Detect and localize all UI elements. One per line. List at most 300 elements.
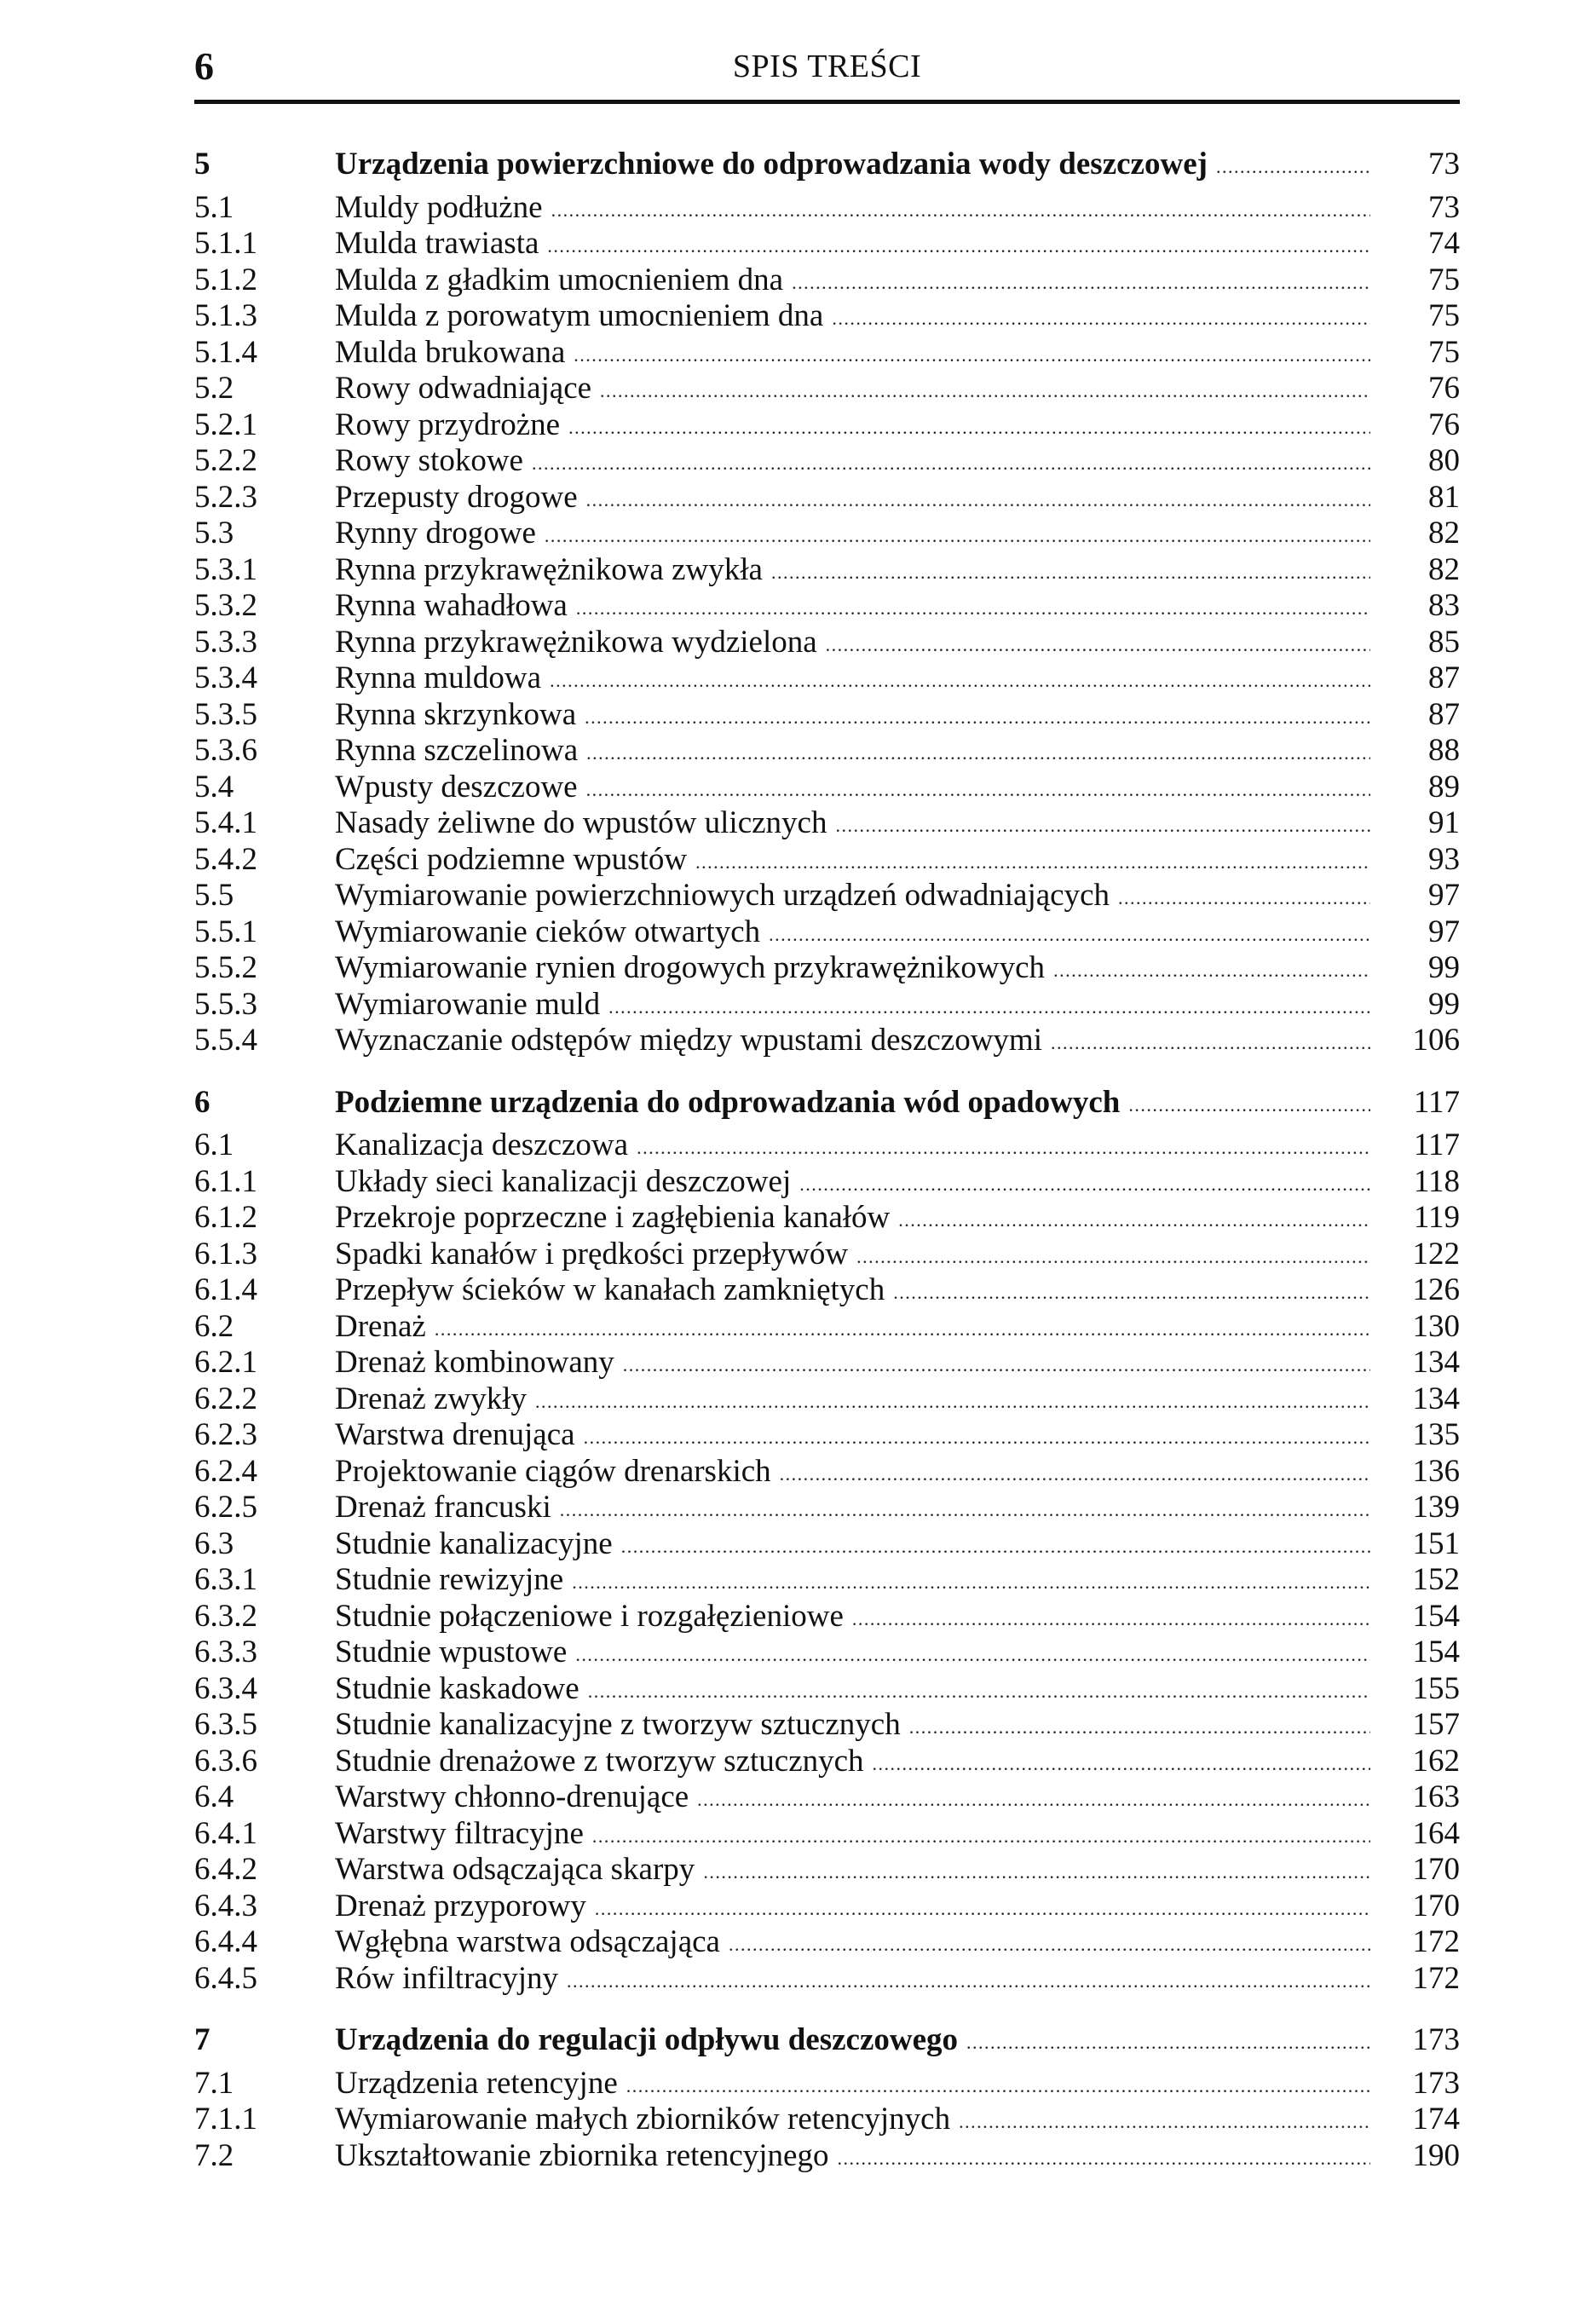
page-number: 6 — [194, 44, 214, 88]
toc-entry[interactable] — [194, 480, 1460, 516]
page-ref: 80 — [1428, 443, 1460, 478]
section-title-wrap — [335, 1272, 1370, 1312]
section-title: Wymiarowanie cieków otwartych — [335, 914, 769, 954]
page-ref: 163 — [1412, 1779, 1460, 1814]
section-title-wrap — [335, 2138, 1370, 2178]
page-ref: 75 — [1428, 334, 1460, 370]
toc-entry[interactable] — [194, 1345, 1460, 1381]
toc-entry[interactable] — [194, 733, 1460, 770]
section-number: 7.1.1 — [194, 2102, 257, 2137]
page-ref: 87 — [1428, 696, 1460, 732]
section-title: Nasady żeliwne do wpustów ulicznych — [335, 805, 835, 845]
section-title-wrap — [335, 190, 1370, 230]
section-title-wrap — [335, 1635, 1370, 1675]
dot-leader — [837, 2138, 1370, 2178]
section-title: Przekroje poprzeczne i zagłębienia kanałów — [335, 1200, 898, 1240]
section-number: 6.4.1 — [194, 1815, 257, 1851]
section-title: Studnie wpustowe — [335, 1635, 575, 1675]
section-title: Rowy odwadniające — [335, 371, 600, 411]
section-number: 5.3.5 — [194, 696, 257, 732]
section-title: Kanalizacja deszczowa — [335, 1127, 637, 1168]
dot-leader — [695, 842, 1370, 882]
toc-entry[interactable] — [194, 1127, 1460, 1164]
page-ref: 73 — [1428, 147, 1460, 182]
toc-entry[interactable] — [194, 443, 1460, 480]
page-ref: 82 — [1428, 516, 1460, 551]
section-number: 5.3 — [194, 516, 234, 551]
page-ref: 97 — [1428, 878, 1460, 913]
page-ref: 81 — [1428, 479, 1460, 515]
toc-entry[interactable] — [194, 987, 1460, 1024]
section-title: Studnie kaskadowe — [335, 1671, 588, 1711]
dot-leader — [585, 697, 1370, 737]
page-ref: 173 — [1412, 2022, 1460, 2057]
section-number: 5.2.2 — [194, 443, 257, 478]
toc-entry[interactable] — [194, 190, 1460, 227]
dot-leader — [799, 1164, 1370, 1204]
section-title-wrap — [335, 1417, 1370, 1457]
page-ref: 87 — [1428, 660, 1460, 695]
section-title-wrap — [335, 1852, 1370, 1892]
page-ref: 154 — [1412, 1635, 1460, 1669]
section-title: Rowy stokowe — [335, 443, 532, 483]
section-number: 5.5.3 — [194, 986, 257, 1022]
section-title-wrap — [335, 1127, 1370, 1168]
section-title: Rów infiltracyjny — [335, 1961, 567, 2001]
section-title-wrap — [335, 1237, 1370, 1277]
dot-leader — [1118, 878, 1370, 918]
dot-leader — [586, 480, 1370, 520]
section-number: 6.1.1 — [194, 1163, 257, 1199]
page-ref: 170 — [1412, 1852, 1460, 1887]
section-title-wrap — [335, 2066, 1370, 2106]
dot-leader — [560, 1490, 1370, 1530]
section-title-wrap — [335, 1599, 1370, 1639]
section-title: Muldy podłużne — [335, 190, 551, 230]
section-title: Mulda trawiasta — [335, 226, 547, 266]
dot-leader — [1051, 1023, 1370, 1063]
section-title: Warstwy chłonno-drenujące — [335, 1779, 697, 1819]
section-number: 6.4.2 — [194, 1852, 257, 1887]
page-ref: 136 — [1412, 1453, 1460, 1489]
section-title-wrap — [335, 1023, 1370, 1063]
toc-entry[interactable] — [194, 2102, 1460, 2138]
section-title: Części podziemne wpustów — [335, 842, 695, 882]
section-number: 5.3.2 — [194, 588, 257, 623]
page-ref: 173 — [1412, 2065, 1460, 2101]
page-ref: 85 — [1428, 624, 1460, 660]
dot-leader — [588, 1671, 1370, 1711]
section-number: 6.2.5 — [194, 1490, 257, 1525]
page-ref: 73 — [1428, 189, 1460, 225]
toc-entry[interactable] — [194, 914, 1460, 951]
dot-leader — [898, 1200, 1370, 1240]
toc-entry[interactable] — [194, 262, 1460, 299]
section-title-wrap — [335, 1345, 1370, 1385]
toc-entry[interactable] — [194, 2066, 1460, 2102]
section-title-wrap — [335, 552, 1370, 592]
section-title: Drenaż przyporowy — [335, 1889, 595, 1929]
dot-leader — [567, 1961, 1370, 2001]
section-title: Drenaż — [335, 1309, 435, 1349]
section-title-wrap — [335, 950, 1370, 990]
page-ref: 155 — [1412, 1670, 1460, 1706]
section-number: 5.5.2 — [194, 950, 257, 985]
toc-entry[interactable] — [194, 1599, 1460, 1635]
page-ref: 157 — [1412, 1707, 1460, 1742]
section-number: 6.3.1 — [194, 1562, 257, 1597]
dot-leader — [535, 1381, 1370, 1422]
section-number: 5.4.2 — [194, 841, 257, 877]
dot-leader — [592, 1816, 1370, 1856]
page-ref: 122 — [1412, 1236, 1460, 1272]
toc-entry[interactable] — [194, 1164, 1460, 1201]
section-number: 5.5.1 — [194, 914, 257, 949]
toc-entry[interactable] — [194, 1272, 1460, 1309]
page-ref: 164 — [1412, 1815, 1460, 1851]
section-title-wrap — [335, 262, 1370, 303]
section-number: 5.1.4 — [194, 334, 257, 370]
section-number: 6.4 — [194, 1779, 234, 1814]
section-title-wrap — [335, 147, 1370, 187]
section-title: Wymiarowanie rynien drogowych przykrawężnikowych — [335, 950, 1053, 990]
toc-entry[interactable] — [194, 660, 1460, 697]
section-title: Rynna wahadłowa — [335, 588, 576, 628]
toc-entry[interactable] — [194, 625, 1460, 661]
dot-leader — [572, 1562, 1370, 1602]
page-ref: 190 — [1412, 2137, 1460, 2173]
header-rule — [194, 100, 1460, 104]
toc-chapter-entry[interactable] — [194, 1085, 1460, 1122]
section-number: 6.3.2 — [194, 1598, 257, 1634]
section-title: Rynna przykrawężnikowa wydzielona — [335, 625, 826, 665]
toc-entry[interactable] — [194, 1961, 1460, 1998]
page-ref: 117 — [1413, 1127, 1460, 1162]
section-number: 7.2 — [194, 2137, 234, 2173]
toc-entry[interactable] — [194, 1889, 1460, 1925]
toc-entry[interactable] — [194, 1023, 1460, 1059]
section-title-wrap — [335, 1164, 1370, 1204]
section-title: Studnie kanalizacyjne z tworzyw sztucznych — [335, 1707, 909, 1747]
dot-leader — [576, 588, 1370, 628]
section-title: Przepływ ścieków w kanałach zamkniętych — [335, 1272, 893, 1312]
section-number: 6.3.3 — [194, 1635, 257, 1669]
section-number: 6.2.3 — [194, 1417, 257, 1452]
page-ref: 172 — [1412, 1960, 1460, 1996]
section-title-wrap — [335, 1085, 1370, 1125]
toc-entry[interactable] — [194, 1562, 1460, 1599]
page-ref: 82 — [1428, 551, 1460, 587]
section-number: 5.1.1 — [194, 226, 257, 261]
toc-entry[interactable] — [194, 1200, 1460, 1237]
dot-leader — [637, 1127, 1370, 1168]
toc-entry[interactable] — [194, 1635, 1460, 1671]
section-number: 5.1 — [194, 189, 234, 225]
toc-entry[interactable] — [194, 371, 1460, 407]
section-number: 5.2.3 — [194, 479, 257, 515]
dot-leader — [621, 1526, 1370, 1566]
section-title-wrap — [335, 842, 1370, 882]
section-number: 6.1.2 — [194, 1200, 257, 1235]
dot-leader — [551, 190, 1370, 230]
toc-entry[interactable] — [194, 1852, 1460, 1889]
page-ref: 174 — [1412, 2102, 1460, 2137]
dot-leader — [780, 1454, 1370, 1494]
section-title-wrap — [335, 1779, 1370, 1819]
toc-entry[interactable] — [194, 842, 1460, 879]
section-title: Spadki kanałów i prędkości przepływów — [335, 1237, 856, 1277]
toc-entry[interactable] — [194, 1237, 1460, 1273]
section-title: Wyznaczanie odstępów między wpustami deszczowymi — [335, 1023, 1051, 1063]
toc-entry[interactable] — [194, 588, 1460, 625]
dot-leader — [909, 1707, 1370, 1747]
section-number: 5.4.1 — [194, 805, 257, 840]
section-title-wrap — [335, 1889, 1370, 1929]
toc-entry[interactable] — [194, 950, 1460, 987]
page-ref: 135 — [1412, 1417, 1460, 1452]
section-number: 6.2 — [194, 1308, 234, 1344]
section-title-wrap — [335, 660, 1370, 701]
dot-leader — [966, 2022, 1370, 2062]
section-title-wrap — [335, 335, 1370, 375]
section-number: 6.4.4 — [194, 1924, 257, 1959]
section-title-wrap — [335, 733, 1370, 773]
section-number: 6.3 — [194, 1525, 234, 1561]
section-title-wrap — [335, 1744, 1370, 1784]
dot-leader — [626, 2066, 1370, 2106]
section-title: Wpusty deszczowe — [335, 770, 586, 810]
page-ref: 97 — [1428, 914, 1460, 949]
section-title-wrap — [335, 1707, 1370, 1747]
section-title-wrap — [335, 480, 1370, 520]
dot-leader — [586, 770, 1370, 810]
section-number: 5.1.3 — [194, 298, 257, 333]
section-number: 7 — [194, 2022, 210, 2057]
toc-entry[interactable] — [194, 516, 1460, 552]
page-ref: 93 — [1428, 841, 1460, 877]
section-title-wrap — [335, 588, 1370, 628]
page-ref: 99 — [1428, 986, 1460, 1022]
section-title: Drenaż kombinowany — [335, 1345, 623, 1385]
section-number: 6.4.5 — [194, 1960, 257, 1996]
running-title: SPIS TREŚCI — [732, 49, 922, 84]
dot-leader — [435, 1309, 1370, 1349]
toc-entry[interactable] — [194, 226, 1460, 262]
page-ref: 83 — [1428, 588, 1460, 623]
section-number: 6.3.6 — [194, 1743, 257, 1779]
dot-leader — [769, 914, 1370, 954]
dot-leader — [545, 516, 1370, 556]
dot-leader — [584, 1417, 1370, 1457]
section-title: Mulda brukowana — [335, 335, 574, 375]
dot-leader — [575, 1635, 1370, 1675]
dot-leader — [697, 1779, 1370, 1819]
section-title: Rowy przydrożne — [335, 407, 568, 447]
section-title: Drenaż zwykły — [335, 1381, 535, 1422]
section-title-wrap — [335, 1562, 1370, 1602]
dot-leader — [600, 371, 1370, 411]
toc-chapter-entry[interactable] — [194, 147, 1460, 183]
page-ref: 162 — [1412, 1743, 1460, 1779]
toc-entry[interactable] — [194, 1417, 1460, 1454]
page-ref: 172 — [1412, 1924, 1460, 1959]
section-title: Studnie połączeniowe i rozgałęzieniowe — [335, 1599, 852, 1639]
section-title: Rynny drogowe — [335, 516, 545, 556]
section-title: Wymiarowanie powierzchniowych urządzeń odwadniających — [335, 878, 1118, 918]
section-title-wrap — [335, 914, 1370, 954]
section-title-wrap — [335, 1961, 1370, 2001]
section-title: Warstwy filtracyjne — [335, 1816, 592, 1856]
dot-leader — [608, 987, 1370, 1027]
section-title: Ukształtowanie zbiornika retencyjnego — [335, 2138, 837, 2178]
section-title-wrap — [335, 1671, 1370, 1711]
toc-entry[interactable] — [194, 335, 1460, 372]
dot-leader — [623, 1345, 1370, 1385]
toc-entry[interactable] — [194, 770, 1460, 806]
section-title-wrap — [335, 1924, 1370, 1964]
section-number: 6 — [194, 1084, 210, 1120]
dot-leader — [547, 226, 1370, 266]
dot-leader — [832, 298, 1370, 338]
page-ref: 170 — [1412, 1888, 1460, 1923]
section-number: 6.3.4 — [194, 1670, 257, 1706]
section-title-wrap — [335, 371, 1370, 411]
dot-leader — [792, 262, 1370, 303]
page-ref: 91 — [1428, 805, 1460, 840]
toc-entry[interactable] — [194, 1816, 1460, 1853]
toc-entry[interactable] — [194, 1744, 1460, 1780]
dot-leader — [771, 552, 1370, 592]
section-title: Wymiarowanie małych zbiorników retencyjnych — [335, 2102, 959, 2142]
toc-entry[interactable] — [194, 407, 1460, 444]
dot-leader — [1128, 1085, 1370, 1125]
section-number: 6.2.4 — [194, 1453, 257, 1489]
page-ref: 74 — [1428, 226, 1460, 261]
section-number: 5.2 — [194, 371, 234, 406]
section-title-wrap — [335, 298, 1370, 338]
section-title: Rynna skrzynkowa — [335, 697, 585, 737]
page-ref: 75 — [1428, 262, 1460, 297]
toc-entry[interactable] — [194, 1779, 1460, 1816]
section-title-wrap — [335, 987, 1370, 1027]
toc-entry[interactable] — [194, 1526, 1460, 1563]
toc-entry[interactable] — [194, 1381, 1460, 1418]
dot-leader — [835, 805, 1370, 845]
section-number: 5.4 — [194, 769, 234, 804]
page-ref: 119 — [1413, 1200, 1460, 1235]
section-number: 6.1 — [194, 1127, 234, 1162]
section-title: Urządzenia powierzchniowe do odprowadzania wody deszczowej — [335, 147, 1216, 187]
page-ref: 139 — [1412, 1490, 1460, 1525]
section-number: 6.3.5 — [194, 1707, 257, 1742]
section-title-wrap — [335, 516, 1370, 556]
section-title: Studnie drenażowe z tworzyw sztucznych — [335, 1744, 873, 1784]
toc-chapter-entry[interactable] — [194, 2022, 1460, 2059]
section-title-wrap — [335, 2102, 1370, 2142]
section-number: 7.1 — [194, 2065, 234, 2101]
toc-entry[interactable] — [194, 1671, 1460, 1708]
toc-entry[interactable] — [194, 805, 1460, 842]
section-title-wrap — [335, 770, 1370, 810]
page-ref: 126 — [1412, 1272, 1460, 1307]
page-ref: 117 — [1413, 1084, 1460, 1120]
section-title-wrap — [335, 407, 1370, 447]
section-number: 5.3.1 — [194, 551, 257, 587]
toc-entry[interactable] — [194, 1707, 1460, 1744]
toc-entry[interactable] — [194, 1924, 1460, 1961]
toc-entry[interactable] — [194, 2138, 1460, 2175]
section-title: Drenaż francuski — [335, 1490, 560, 1530]
section-title-wrap — [335, 1816, 1370, 1856]
section-number: 6.4.3 — [194, 1888, 257, 1923]
page-ref: 134 — [1412, 1345, 1460, 1380]
section-title-wrap — [335, 697, 1370, 737]
section-title-wrap — [335, 443, 1370, 483]
section-title: Studnie rewizyjne — [335, 1562, 572, 1602]
section-title: Urządzenia do regulacji odpływu deszczowego — [335, 2022, 966, 2062]
section-number: 5.2.1 — [194, 407, 257, 442]
page-ref: 134 — [1412, 1381, 1460, 1416]
toc-entry[interactable] — [194, 1490, 1460, 1526]
dot-leader — [595, 1889, 1370, 1929]
section-number: 5.3.3 — [194, 624, 257, 660]
dot-leader — [568, 407, 1370, 447]
section-title: Podziemne urządzenia do odprowadzania wód opadowych — [335, 1085, 1128, 1125]
toc-entry[interactable] — [194, 1309, 1460, 1346]
section-title-wrap — [335, 878, 1370, 918]
dot-leader — [586, 733, 1370, 773]
toc-entry[interactable] — [194, 298, 1460, 335]
dot-leader — [532, 443, 1370, 483]
section-number: 5.1.2 — [194, 262, 257, 297]
section-title: Warstwa drenująca — [335, 1417, 584, 1457]
dot-leader — [1216, 147, 1370, 187]
section-number: 6.2.1 — [194, 1345, 257, 1380]
page-ref: 76 — [1428, 371, 1460, 406]
toc-entry[interactable] — [194, 552, 1460, 589]
dot-leader — [959, 2102, 1370, 2142]
section-title-wrap — [335, 1200, 1370, 1240]
section-title-wrap — [335, 226, 1370, 266]
section-title: Urządzenia retencyjne — [335, 2066, 626, 2106]
table-of-contents — [194, 147, 1460, 2174]
toc-entry[interactable] — [194, 878, 1460, 914]
page-ref: 75 — [1428, 298, 1460, 333]
section-number: 5.3.4 — [194, 660, 257, 695]
toc-entry[interactable] — [194, 1454, 1460, 1491]
toc-entry[interactable] — [194, 697, 1460, 734]
dot-leader — [1053, 950, 1370, 990]
section-title: Mulda z gładkim umocnieniem dna — [335, 262, 792, 303]
section-title: Wgłębna warstwa odsączająca — [335, 1924, 729, 1964]
section-title: Przepusty drogowe — [335, 480, 586, 520]
dot-leader — [873, 1744, 1370, 1784]
section-number: 6.2.2 — [194, 1381, 257, 1416]
section-number: 5.5.4 — [194, 1023, 257, 1058]
dot-leader — [729, 1924, 1370, 1964]
page-ref: 130 — [1412, 1308, 1460, 1344]
section-title-wrap — [335, 625, 1370, 665]
section-title-wrap — [335, 805, 1370, 845]
section-title-wrap — [335, 1454, 1370, 1494]
section-title: Projektowanie ciągów drenarskich — [335, 1454, 780, 1494]
section-number: 5 — [194, 147, 210, 182]
page-ref: 106 — [1412, 1023, 1460, 1058]
section-title: Warstwa odsączająca skarpy — [335, 1852, 703, 1892]
dot-leader — [856, 1237, 1370, 1277]
dot-leader — [703, 1852, 1370, 1892]
dot-leader — [893, 1272, 1370, 1312]
